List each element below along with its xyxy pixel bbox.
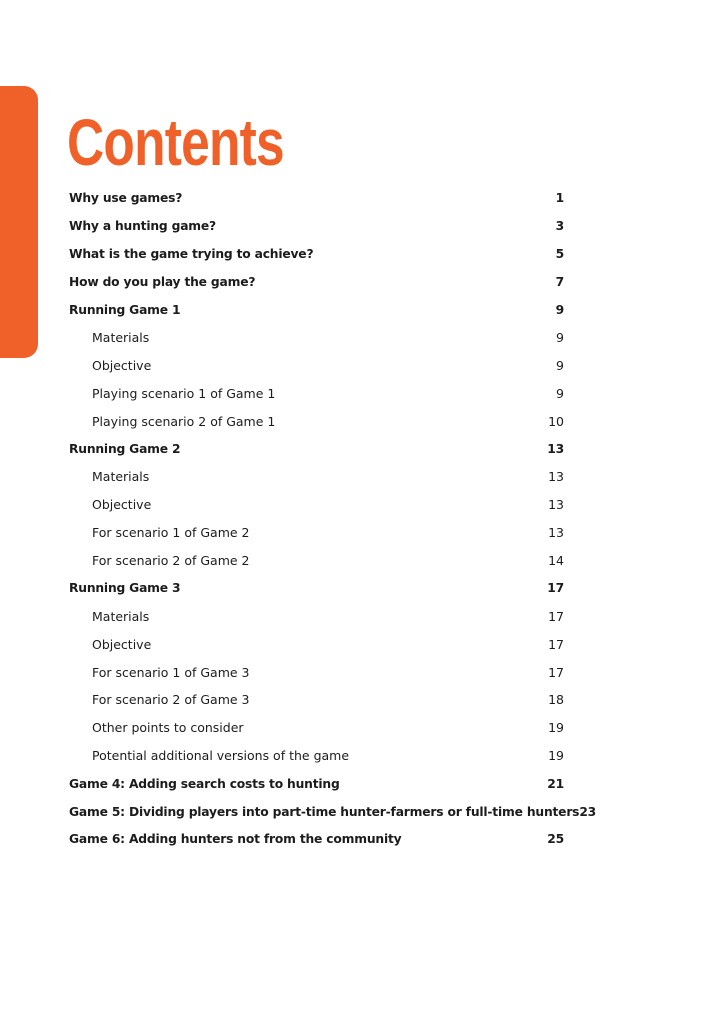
toc-subentry[interactable] [69,630,564,658]
toc-entry[interactable] [69,268,564,296]
toc-subentry[interactable] [69,379,564,407]
toc-subentry[interactable] [69,602,564,630]
toc-page-number: 14 [548,553,564,569]
toc-page-number: 17 [547,581,564,596]
toc-subentry[interactable] [69,714,564,742]
toc-entry-title: Game 5: Dividing players into part-time hunter-farmers or full-time hunters [69,804,580,819]
toc-page-number: 17 [548,664,564,680]
toc-entry-title: Materials [92,469,150,485]
side-tab-decoration [0,86,38,358]
toc-page-number: 13 [548,497,564,513]
toc-entry-title: For scenario 2 of Game 2 [92,553,250,569]
toc-entry-title: Why use games? [69,190,183,205]
toc-entry-title: Materials [92,608,150,624]
toc-page-number: 9 [556,357,564,373]
toc-page-number: 9 [556,385,564,401]
toc-subentry[interactable] [69,686,564,714]
toc-entry-title: Potential additional versions of the game [92,748,350,764]
toc-page-number: 10 [548,413,564,429]
toc-page-number: 5 [555,246,564,261]
toc-page-number: 19 [548,748,564,764]
toc-entry-title: For scenario 2 of Game 3 [92,692,250,708]
toc-subentry[interactable] [69,491,564,519]
toc-entry-title: Objective [92,497,152,513]
toc-entry-title: Running Game 2 [69,441,181,456]
toc-page-number: 9 [555,302,564,317]
toc-subentry[interactable] [69,323,564,351]
toc-entry[interactable] [69,798,597,826]
toc-subentry[interactable] [69,547,564,575]
toc-entry-title: Game 4: Adding search costs to hunting [69,776,340,791]
toc-entry-title: Objective [92,636,152,652]
toc-entry-title: Running Game 1 [69,302,181,317]
toc-page-number: 23 [579,804,597,819]
toc-subentry[interactable] [69,519,564,547]
toc-page-number: 25 [547,832,564,847]
toc-page-number: 7 [555,274,564,289]
toc-subentry[interactable] [69,407,564,435]
toc-subentry[interactable] [69,351,564,379]
toc-entry-title: Materials [92,329,150,345]
toc-page-number: 18 [548,692,564,708]
toc-page-number: 19 [548,720,564,736]
toc-entry[interactable] [69,770,564,798]
toc-entry-title: Other points to consider [92,720,244,736]
toc-entry-title: What is the game trying to achieve? [69,246,314,261]
toc-page-number: 13 [547,441,564,456]
toc-entry[interactable] [69,296,564,324]
toc-page-number: 17 [548,608,564,624]
toc-subentry[interactable] [69,463,564,491]
toc-page-number: 13 [548,469,564,485]
toc-page-number: 9 [556,329,564,345]
toc-subentry[interactable] [69,742,564,770]
toc-entry[interactable] [69,212,564,240]
page-title: Contents [67,105,284,179]
toc-entry[interactable] [69,435,564,463]
toc-entry-title: Game 6: Adding hunters not from the community [69,832,402,847]
toc-page-number: 1 [555,190,564,205]
toc-entry-title: Objective [92,357,152,373]
toc-entry[interactable] [69,574,564,602]
toc-entry-title: For scenario 1 of Game 3 [92,664,250,680]
toc-entry[interactable] [69,240,564,268]
toc-page-number: 13 [548,525,564,541]
table-of-contents [69,184,597,853]
toc-entry-title: How do you play the game? [69,274,256,289]
toc-page-number: 21 [547,776,564,791]
toc-entry[interactable] [69,825,564,853]
toc-entry-title: Why a hunting game? [69,218,216,233]
toc-entry[interactable] [69,184,564,212]
toc-subentry[interactable] [69,658,564,686]
toc-entry-title: For scenario 1 of Game 2 [92,525,250,541]
toc-entry-title: Playing scenario 2 of Game 1 [92,413,276,429]
toc-entry-title: Running Game 3 [69,581,181,596]
toc-entry-title: Playing scenario 1 of Game 1 [92,385,276,401]
toc-page-number: 17 [548,636,564,652]
toc-page-number: 3 [555,218,564,233]
